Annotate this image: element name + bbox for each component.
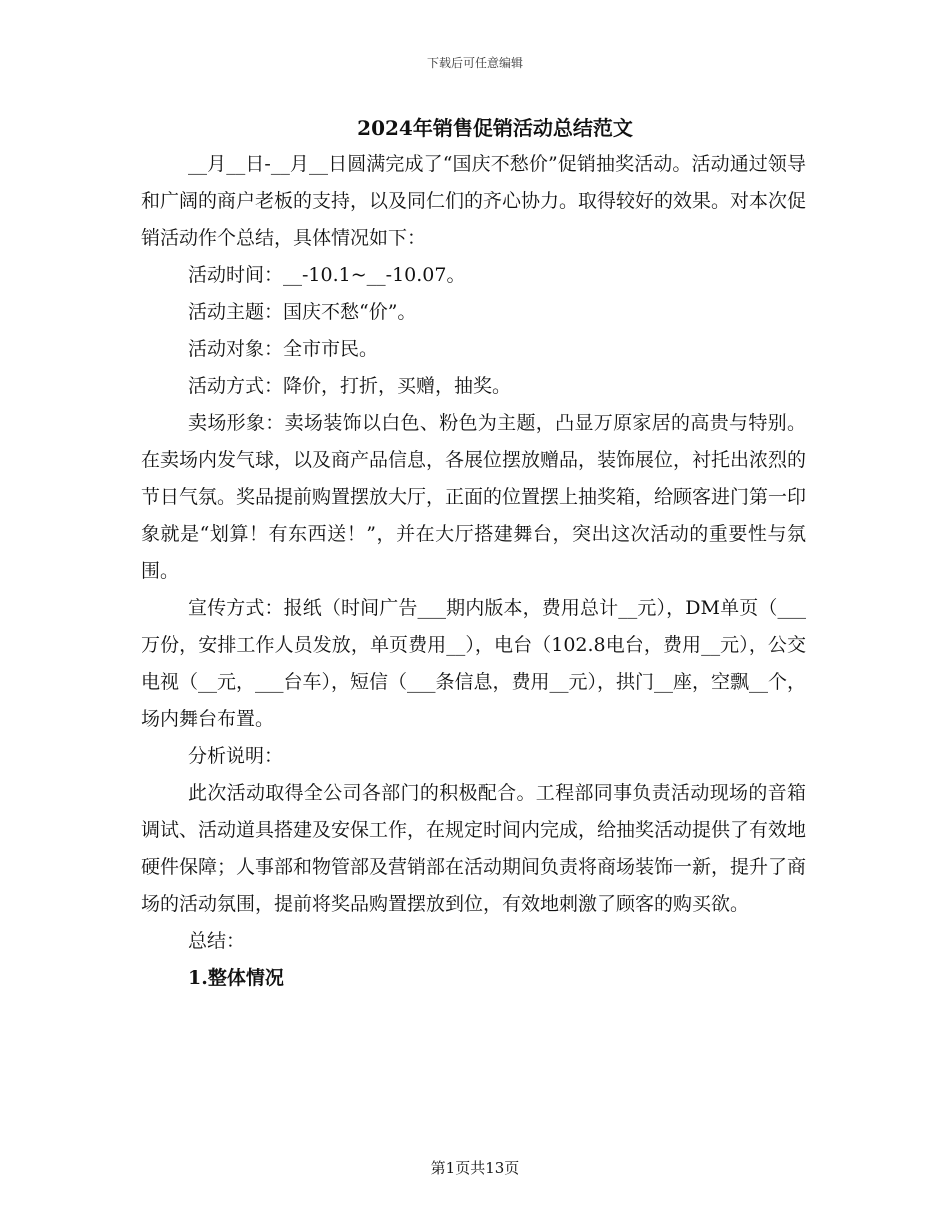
- paragraph-promotion-method: 宣传方式：报纸（时间广告___期内版本，费用总计__元），DM单页（___万份，安排工作人员发放，单页费用__），电台（102.8电台，费用__元），公交电视（__元，___台车），短信（___条信息，费用__元），拱门__座，空飘__个，场内舞台布置。: [141, 597, 807, 730]
- section-heading: 1.整体情况: [188, 967, 284, 989]
- paragraph-analysis: 此次活动取得全公司各部门的积极配合。工程部同事负责活动现场的音箱调试、活动道具搭建及安保工作，在规定时间内完成，给抽奖活动提供了有效地硬件保障；人事部和物管部及营销部在活动期间负责将商场装饰一新，提升了商场的活动氛围，提前将奖品购置摆放到位，有效地刺激了顾客的购买欲。: [141, 782, 807, 915]
- paragraph-summary-label: 总结：: [188, 930, 246, 952]
- paragraph-analysis-label: 分析说明：: [188, 745, 284, 767]
- page-footer: 第1页共13页: [430, 1159, 520, 1177]
- paragraph-store-image: 卖场形象：卖场装饰以白色、粉色为主题，凸显万原家居的高贵与特别。在卖场内发气球，以及商产品信息，各展位摆放赠品，装饰展位，衬托出浓烈的节日气氛。奖品提前购置摆放大厅，正面的位置摆上抽奖箱，给顾客进门第一印象就是“划算！有东西送！”，并在大厅搭建舞台，突出这次活动的重要性与氛围。: [141, 412, 807, 582]
- document-title: 2024年销售促销活动总结范文: [357, 116, 633, 140]
- document-body: [141, 146, 806, 997]
- paragraph-activity-method: 活动方式：降价，打折，买赠，抽奖。: [188, 375, 512, 397]
- paragraph-activity-target: 活动对象：全市市民。: [188, 338, 379, 360]
- paragraph-intro: __月__日-__月__日圆满完成了“国庆不愁价”促销抽奖活动。活动通过领导和广阔的商户老板的支持，以及同仁们的齐心协力。取得较好的效果。对本次促销活动作个总结，具体情况如下：: [141, 153, 807, 249]
- paragraph-activity-time: 活动时间：__-10.1~__-10.07。: [188, 264, 466, 286]
- paragraph-activity-theme: 活动主题：国庆不愁“价”。: [188, 301, 417, 323]
- page-header: 下载后可任意编辑: [426, 56, 523, 70]
